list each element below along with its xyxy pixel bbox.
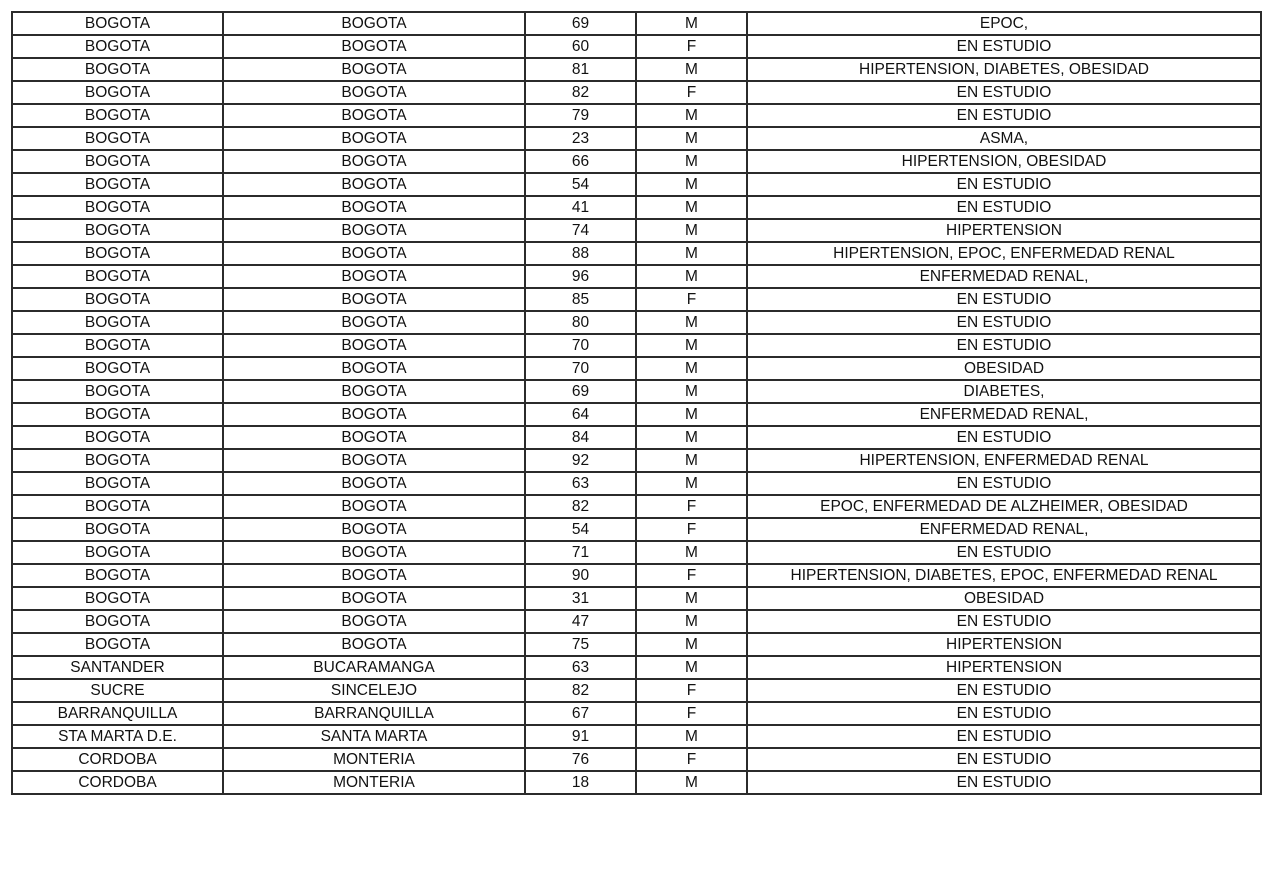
conditions-cell: ENFERMEDAD RENAL, — [747, 518, 1261, 541]
age-cell: 90 — [525, 564, 636, 587]
city-cell: BOGOTA — [223, 426, 525, 449]
department-cell: BOGOTA — [12, 242, 223, 265]
sex-cell: M — [636, 426, 747, 449]
conditions-cell: OBESIDAD — [747, 587, 1261, 610]
city-cell: BOGOTA — [223, 495, 525, 518]
age-cell: 91 — [525, 725, 636, 748]
city-cell: BOGOTA — [223, 242, 525, 265]
department-cell: BOGOTA — [12, 495, 223, 518]
city-cell: BOGOTA — [223, 541, 525, 564]
table-row — [12, 311, 1261, 334]
sex-cell: M — [636, 403, 747, 426]
table-row — [12, 725, 1261, 748]
department-cell: BOGOTA — [12, 403, 223, 426]
sex-cell: M — [636, 449, 747, 472]
department-cell: BOGOTA — [12, 472, 223, 495]
sex-cell: M — [636, 610, 747, 633]
department-cell: BOGOTA — [12, 518, 223, 541]
table-row — [12, 104, 1261, 127]
age-cell: 23 — [525, 127, 636, 150]
city-cell: MONTERIA — [223, 771, 525, 794]
sex-cell: M — [636, 58, 747, 81]
table-row — [12, 587, 1261, 610]
age-cell: 81 — [525, 58, 636, 81]
conditions-cell: HIPERTENSION, OBESIDAD — [747, 150, 1261, 173]
department-cell: BARRANQUILLA — [12, 702, 223, 725]
age-cell: 63 — [525, 656, 636, 679]
department-cell: BOGOTA — [12, 610, 223, 633]
sex-cell: M — [636, 173, 747, 196]
department-cell: BOGOTA — [12, 173, 223, 196]
conditions-cell: EN ESTUDIO — [747, 679, 1261, 702]
sex-cell: M — [636, 771, 747, 794]
conditions-cell: EN ESTUDIO — [747, 311, 1261, 334]
sex-cell: M — [636, 380, 747, 403]
department-cell: CORDOBA — [12, 748, 223, 771]
table-row — [12, 196, 1261, 219]
conditions-cell: EN ESTUDIO — [747, 610, 1261, 633]
department-cell: BOGOTA — [12, 426, 223, 449]
city-cell: BOGOTA — [223, 311, 525, 334]
conditions-cell: HIPERTENSION, EPOC, ENFERMEDAD RENAL — [747, 242, 1261, 265]
city-cell: BOGOTA — [223, 334, 525, 357]
conditions-cell: EPOC, — [747, 12, 1261, 35]
department-cell: BOGOTA — [12, 587, 223, 610]
city-cell: MONTERIA — [223, 748, 525, 771]
sex-cell: M — [636, 311, 747, 334]
conditions-cell: HIPERTENSION — [747, 219, 1261, 242]
table-row — [12, 403, 1261, 426]
table-row — [12, 265, 1261, 288]
conditions-cell: EN ESTUDIO — [747, 472, 1261, 495]
conditions-cell: DIABETES, — [747, 380, 1261, 403]
age-cell: 69 — [525, 380, 636, 403]
conditions-cell: EN ESTUDIO — [747, 196, 1261, 219]
table-row — [12, 380, 1261, 403]
sex-cell: F — [636, 35, 747, 58]
sex-cell: F — [636, 679, 747, 702]
city-cell: BOGOTA — [223, 449, 525, 472]
city-cell: BOGOTA — [223, 219, 525, 242]
age-cell: 84 — [525, 426, 636, 449]
department-cell: BOGOTA — [12, 449, 223, 472]
age-cell: 70 — [525, 334, 636, 357]
age-cell: 82 — [525, 81, 636, 104]
age-cell: 67 — [525, 702, 636, 725]
age-cell: 54 — [525, 518, 636, 541]
sex-cell: M — [636, 541, 747, 564]
department-cell: BOGOTA — [12, 35, 223, 58]
city-cell: BOGOTA — [223, 288, 525, 311]
sex-cell: M — [636, 357, 747, 380]
city-cell: BOGOTA — [223, 564, 525, 587]
city-cell: SANTA MARTA — [223, 725, 525, 748]
department-cell: BOGOTA — [12, 564, 223, 587]
department-cell: BOGOTA — [12, 380, 223, 403]
conditions-cell: HIPERTENSION — [747, 633, 1261, 656]
table-row — [12, 472, 1261, 495]
department-cell: STA MARTA D.E. — [12, 725, 223, 748]
age-cell: 69 — [525, 12, 636, 35]
department-cell: BOGOTA — [12, 150, 223, 173]
city-cell: BOGOTA — [223, 81, 525, 104]
city-cell: BOGOTA — [223, 12, 525, 35]
department-cell: SANTANDER — [12, 656, 223, 679]
conditions-cell: HIPERTENSION, DIABETES, EPOC, ENFERMEDAD RENAL — [747, 564, 1261, 587]
department-cell: BOGOTA — [12, 311, 223, 334]
city-cell: BOGOTA — [223, 610, 525, 633]
sex-cell: M — [636, 12, 747, 35]
age-cell: 88 — [525, 242, 636, 265]
table-row — [12, 35, 1261, 58]
sex-cell: M — [636, 104, 747, 127]
city-cell: BOGOTA — [223, 518, 525, 541]
conditions-cell: EN ESTUDIO — [747, 104, 1261, 127]
table-row — [12, 495, 1261, 518]
city-cell: BOGOTA — [223, 173, 525, 196]
department-cell: BOGOTA — [12, 357, 223, 380]
city-cell: BARRANQUILLA — [223, 702, 525, 725]
table-row — [12, 288, 1261, 311]
table-row — [12, 58, 1261, 81]
table-row — [12, 771, 1261, 794]
table-row — [12, 449, 1261, 472]
sex-cell: M — [636, 219, 747, 242]
conditions-cell: ENFERMEDAD RENAL, — [747, 403, 1261, 426]
age-cell: 96 — [525, 265, 636, 288]
conditions-cell: EN ESTUDIO — [747, 541, 1261, 564]
department-cell: BOGOTA — [12, 265, 223, 288]
conditions-cell: EN ESTUDIO — [747, 725, 1261, 748]
table-body — [12, 12, 1261, 794]
department-cell: CORDOBA — [12, 771, 223, 794]
sex-cell: M — [636, 587, 747, 610]
age-cell: 74 — [525, 219, 636, 242]
table-row — [12, 426, 1261, 449]
age-cell: 71 — [525, 541, 636, 564]
city-cell: BOGOTA — [223, 150, 525, 173]
department-cell: BOGOTA — [12, 127, 223, 150]
sex-cell: F — [636, 81, 747, 104]
department-cell: BOGOTA — [12, 81, 223, 104]
sex-cell: F — [636, 748, 747, 771]
department-cell: BOGOTA — [12, 219, 223, 242]
conditions-cell: HIPERTENSION — [747, 656, 1261, 679]
table-row — [12, 610, 1261, 633]
age-cell: 76 — [525, 748, 636, 771]
sex-cell: F — [636, 288, 747, 311]
sex-cell: F — [636, 564, 747, 587]
age-cell: 80 — [525, 311, 636, 334]
age-cell: 60 — [525, 35, 636, 58]
sex-cell: M — [636, 196, 747, 219]
table-row — [12, 173, 1261, 196]
table-row — [12, 633, 1261, 656]
sex-cell: M — [636, 633, 747, 656]
table-row — [12, 127, 1261, 150]
conditions-cell: EN ESTUDIO — [747, 702, 1261, 725]
sex-cell: M — [636, 127, 747, 150]
city-cell: BOGOTA — [223, 403, 525, 426]
age-cell: 63 — [525, 472, 636, 495]
department-cell: BOGOTA — [12, 541, 223, 564]
age-cell: 18 — [525, 771, 636, 794]
city-cell: BOGOTA — [223, 587, 525, 610]
department-cell: BOGOTA — [12, 104, 223, 127]
sex-cell: M — [636, 334, 747, 357]
city-cell: BOGOTA — [223, 380, 525, 403]
conditions-cell: ENFERMEDAD RENAL, — [747, 265, 1261, 288]
conditions-cell: EN ESTUDIO — [747, 748, 1261, 771]
table-row — [12, 334, 1261, 357]
conditions-cell: EN ESTUDIO — [747, 288, 1261, 311]
city-cell: BOGOTA — [223, 633, 525, 656]
table-row — [12, 150, 1261, 173]
sex-cell: M — [636, 265, 747, 288]
age-cell: 85 — [525, 288, 636, 311]
age-cell: 31 — [525, 587, 636, 610]
city-cell: SINCELEJO — [223, 679, 525, 702]
conditions-cell: EN ESTUDIO — [747, 173, 1261, 196]
department-cell: BOGOTA — [12, 196, 223, 219]
table-row — [12, 679, 1261, 702]
age-cell: 79 — [525, 104, 636, 127]
cases-table — [11, 11, 1262, 795]
conditions-cell: EN ESTUDIO — [747, 334, 1261, 357]
table-row — [12, 81, 1261, 104]
department-cell: BOGOTA — [12, 12, 223, 35]
conditions-cell: EPOC, ENFERMEDAD DE ALZHEIMER, OBESIDAD — [747, 495, 1261, 518]
table-row — [12, 219, 1261, 242]
age-cell: 54 — [525, 173, 636, 196]
city-cell: BOGOTA — [223, 472, 525, 495]
department-cell: BOGOTA — [12, 58, 223, 81]
age-cell: 82 — [525, 495, 636, 518]
age-cell: 64 — [525, 403, 636, 426]
city-cell: BOGOTA — [223, 196, 525, 219]
age-cell: 70 — [525, 357, 636, 380]
city-cell: BOGOTA — [223, 127, 525, 150]
age-cell: 82 — [525, 679, 636, 702]
city-cell: BOGOTA — [223, 104, 525, 127]
sex-cell: F — [636, 495, 747, 518]
city-cell: BUCARAMANGA — [223, 656, 525, 679]
conditions-cell: EN ESTUDIO — [747, 81, 1261, 104]
conditions-cell: EN ESTUDIO — [747, 426, 1261, 449]
table-row — [12, 748, 1261, 771]
conditions-cell: OBESIDAD — [747, 357, 1261, 380]
table-row — [12, 564, 1261, 587]
age-cell: 41 — [525, 196, 636, 219]
table-row — [12, 12, 1261, 35]
city-cell: BOGOTA — [223, 35, 525, 58]
table-row — [12, 242, 1261, 265]
city-cell: BOGOTA — [223, 58, 525, 81]
conditions-cell: EN ESTUDIO — [747, 35, 1261, 58]
table-row — [12, 518, 1261, 541]
sex-cell: M — [636, 242, 747, 265]
sex-cell: M — [636, 472, 747, 495]
conditions-cell: EN ESTUDIO — [747, 771, 1261, 794]
age-cell: 47 — [525, 610, 636, 633]
table-row — [12, 702, 1261, 725]
sex-cell: M — [636, 725, 747, 748]
department-cell: SUCRE — [12, 679, 223, 702]
sex-cell: M — [636, 150, 747, 173]
conditions-cell: HIPERTENSION, DIABETES, OBESIDAD — [747, 58, 1261, 81]
age-cell: 92 — [525, 449, 636, 472]
department-cell: BOGOTA — [12, 334, 223, 357]
city-cell: BOGOTA — [223, 265, 525, 288]
table-row — [12, 357, 1261, 380]
sex-cell: F — [636, 702, 747, 725]
table-row — [12, 541, 1261, 564]
conditions-cell: ASMA, — [747, 127, 1261, 150]
conditions-cell: HIPERTENSION, ENFERMEDAD RENAL — [747, 449, 1261, 472]
department-cell: BOGOTA — [12, 633, 223, 656]
age-cell: 75 — [525, 633, 636, 656]
age-cell: 66 — [525, 150, 636, 173]
sex-cell: M — [636, 656, 747, 679]
department-cell: BOGOTA — [12, 288, 223, 311]
sex-cell: F — [636, 518, 747, 541]
table-row — [12, 656, 1261, 679]
city-cell: BOGOTA — [223, 357, 525, 380]
